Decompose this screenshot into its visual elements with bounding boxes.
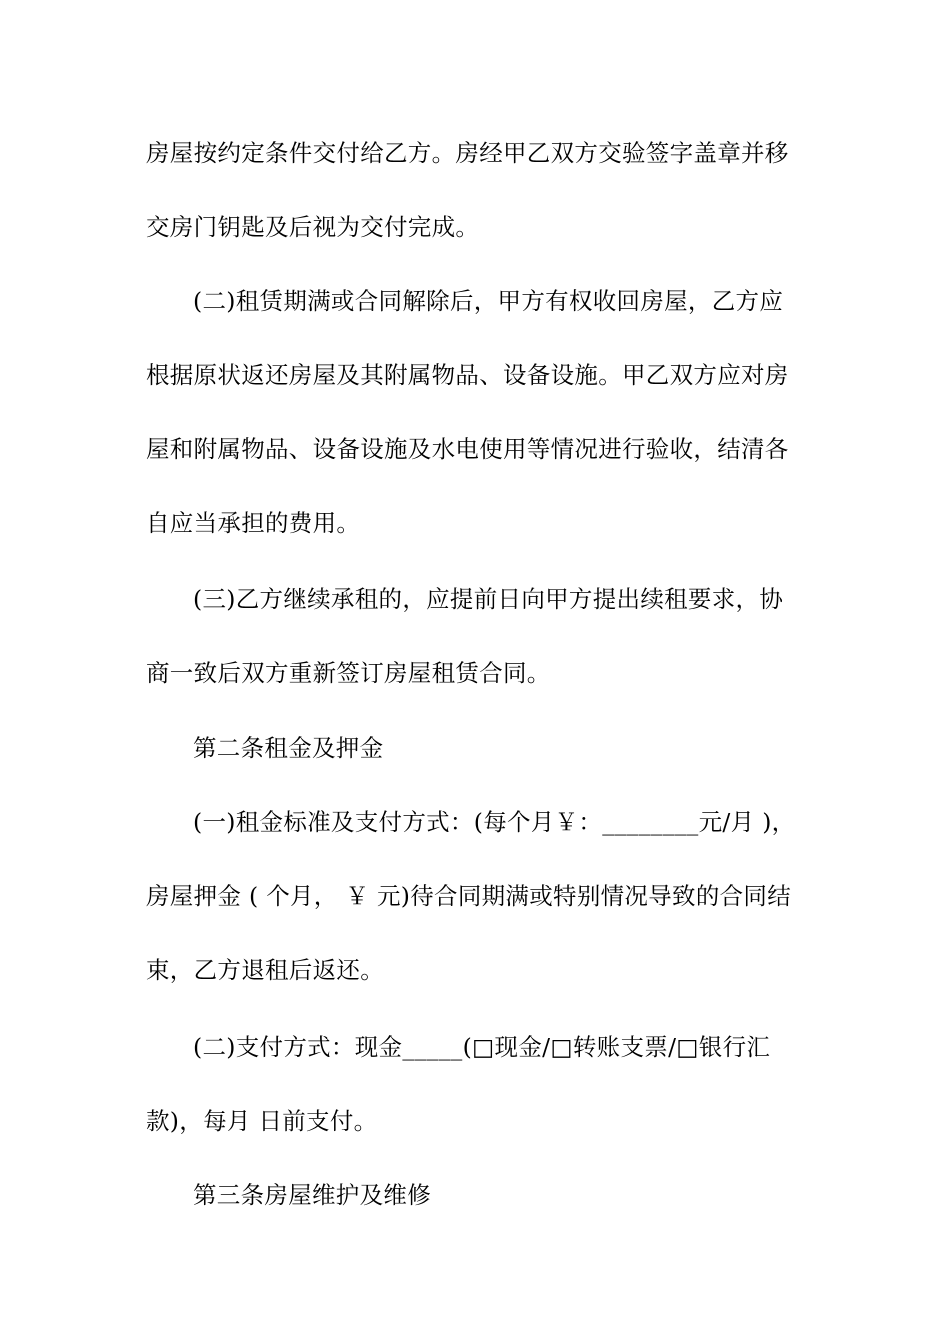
paragraph-line: (一)租金标准及支付方式：(每个月￥：________元/月 )， [193,808,796,836]
section-heading: 第三条房屋维护及维修 [193,1181,431,1209]
paragraph-line: (三)乙方继续承租的，应提前日向甲方提出续租要求，协 [193,585,784,613]
paragraph-line: 束，乙方退租后返还。 [146,956,384,984]
paragraph-line: 款)，每月 日前支付。 [146,1107,378,1135]
paragraph-line: 房屋押金 ( 个月， ￥ 元)待合同期满或特别情况导致的合同结 [146,882,792,910]
paragraph-line: 交房门钥匙及后视为交付完成。 [146,213,480,241]
paragraph-line: 房屋按约定条件交付给乙方。房经甲乙双方交验签字盖章并移 [146,139,789,167]
paragraph-line: (二)支付方式：现金_____(□现金/□转账支票/□银行汇 [193,1033,771,1061]
paragraph-line: 根据原状返还房屋及其附属物品、设备设施。甲乙双方应对房 [146,361,789,389]
paragraph-line: 屋和附属物品、设备设施及水电使用等情况进行验收，结清各 [146,435,789,463]
paragraph-line: (二)租赁期满或合同解除后，甲方有权收回房屋，乙方应 [193,287,784,315]
paragraph-line: 商一致后双方重新签订房屋租赁合同。 [146,659,551,687]
section-heading: 第二条租金及押金 [193,734,384,762]
paragraph-line: 自应当承担的费用。 [146,509,361,537]
